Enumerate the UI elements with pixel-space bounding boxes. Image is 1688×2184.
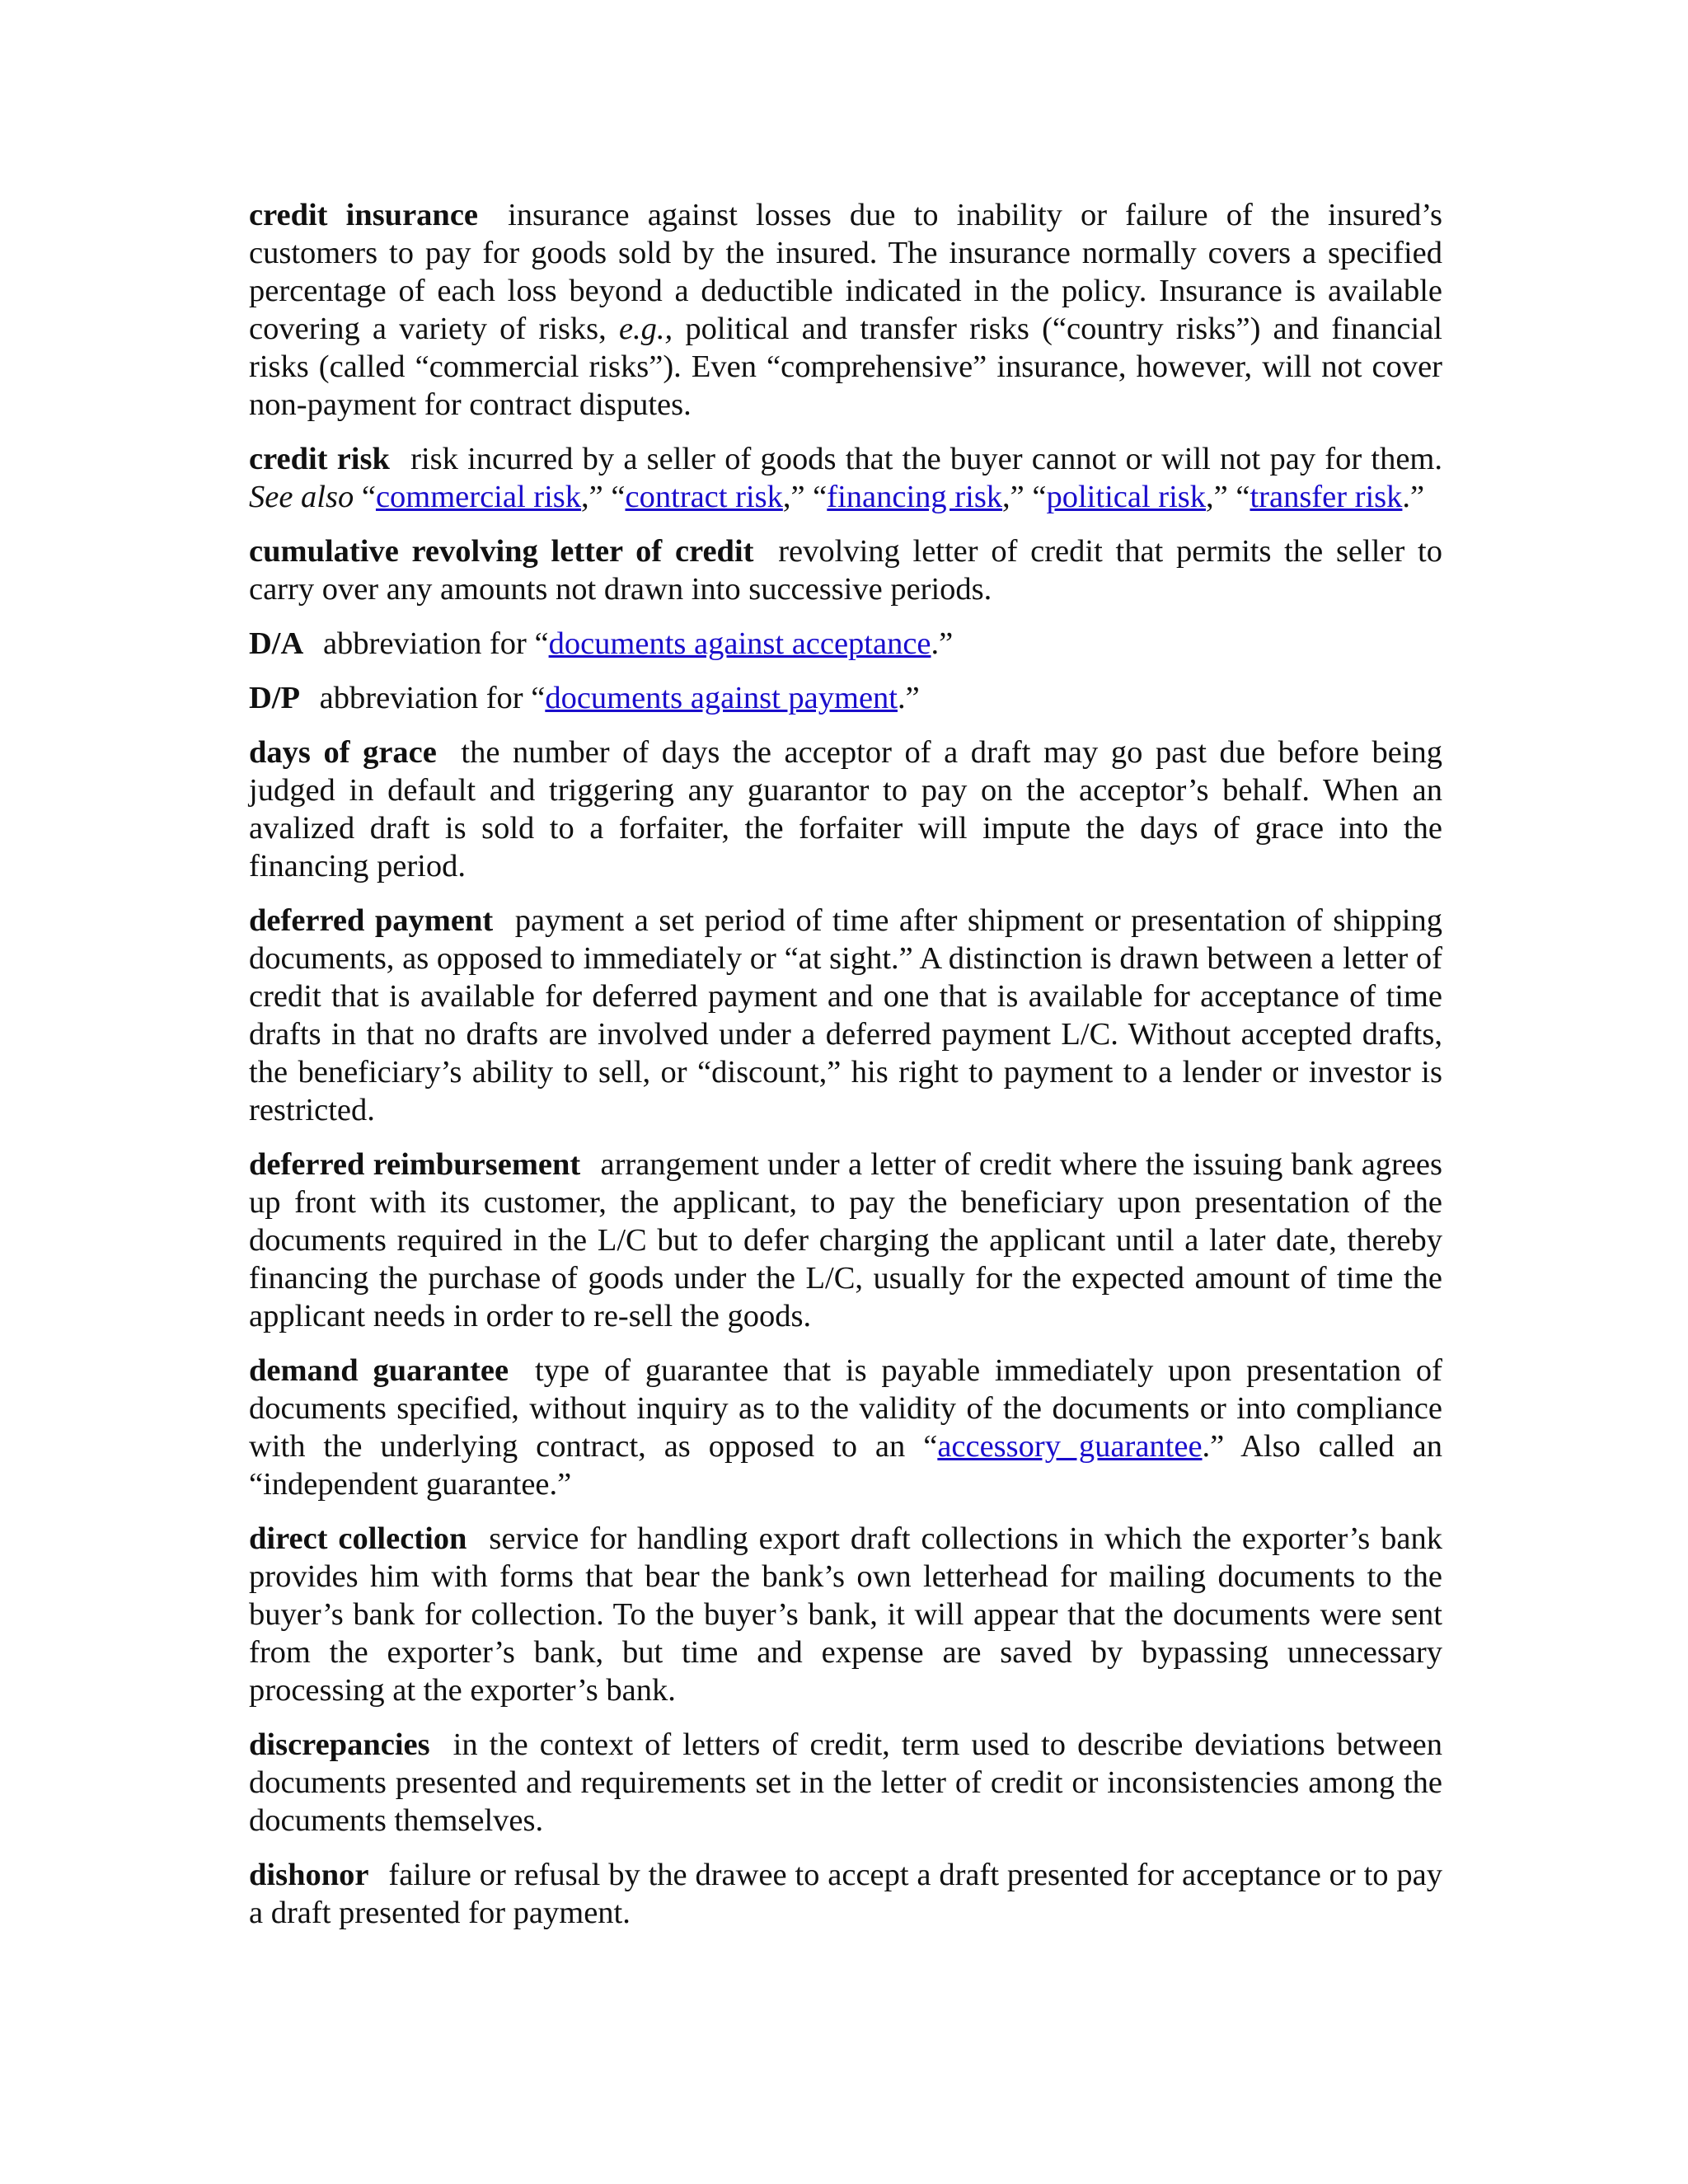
link-financing-risk[interactable]: financing risk	[827, 480, 1003, 514]
entry-term: deferred reimbursement	[249, 1147, 581, 1182]
definition-text: ,” “	[782, 480, 828, 514]
entry-term: demand guarantee	[249, 1353, 509, 1388]
definition-text: abbreviation for “	[322, 626, 549, 661]
glossary-entry-dp	[249, 679, 1442, 717]
see-also-label: See also	[249, 480, 354, 514]
glossary-entry-dishonor	[249, 1856, 1442, 1932]
glossary-entry-demand-guarantee	[249, 1352, 1442, 1503]
glossary-entry-deferred-reimbursement	[249, 1146, 1442, 1335]
glossary-page	[249, 196, 1442, 1948]
definition-text: type of guarantee that is payable immediately upon presentation of documents specified, without inquiry as to the validity of the documents or into compliance with the underlying contract, as opposed to an “	[249, 1353, 1442, 1464]
definition-text: .”	[1402, 480, 1425, 514]
glossary-entry-discrepancies	[249, 1726, 1442, 1840]
link-transfer-risk[interactable]: transfer risk	[1250, 480, 1403, 514]
link-commercial-risk[interactable]: commercial risk	[375, 480, 582, 514]
definition-text: .”	[898, 681, 920, 715]
glossary-entry-direct-collection	[249, 1520, 1442, 1709]
glossary-entry-da	[249, 625, 1442, 663]
link-documents-against-acceptance[interactable]: documents against acceptance	[548, 626, 931, 661]
definition-text: abbreviation for “	[319, 681, 546, 715]
glossary-entry-cumulative-revolving-letter-of-credit	[249, 532, 1442, 608]
definition-text: arrangement under a letter of credit where the issuing bank agrees up front with its customer, the applicant, to pay the beneficiary upon presentation of the documents required in the L/C but to defer charging the applicant until a later date, thereby financing the purchase of goods under the L/C, usually for the expected amount of time the applicant needs in order to re-sell the goods.	[249, 1147, 1443, 1333]
link-political-risk[interactable]: political risk	[1046, 480, 1207, 514]
definition-text: “	[354, 480, 376, 514]
entry-term: discrepancies	[249, 1727, 430, 1762]
definition-text: payment a set period of time after shipment or presentation of shipping documents, as opposed to immediately or “at sight.” A distinction is drawn between a letter of credit that is available for deferred payment and one that is available for acceptance of time drafts in that no drafts are involved under a deferred payment L/C. Without accepted drafts, the beneficiary’s ability to sell, or “discount,” his right to payment to a lender or investor is restricted.	[249, 903, 1442, 1127]
entry-term: days of grace	[249, 735, 437, 770]
glossary-entry-deferred-payment	[249, 902, 1442, 1129]
entry-term: dishonor	[249, 1858, 369, 1892]
definition-text: .”	[931, 626, 954, 661]
definition-italic-text: e.g.,	[618, 312, 673, 346]
glossary-entry-days-of-grace	[249, 733, 1442, 885]
definition-text: in the context of letters of credit, term used to describe deviations between documents presented and requirements set in the letter of credit or inconsistencies among the documents themselves.	[249, 1727, 1443, 1838]
definition-text: .” Also called an “independent guarantee.”	[249, 1429, 1442, 1502]
definition-text: failure or refusal by the drawee to accept a draft presented for acceptance or to pay a draft presented for payment.	[249, 1858, 1442, 1930]
definition-text: insurance against losses due to inability or failure of the insured’s customers to pay for goods sold by the insured. The insurance normally covers a specified percentage of each loss beyond a deductible indicated in the policy. Insurance is available covering a variety of risks,	[249, 198, 1443, 346]
definition-text: revolving letter of credit that permits the seller to carry over any amounts not drawn into successive periods.	[249, 534, 1443, 607]
entry-term: deferred payment	[249, 903, 494, 938]
definition-text: ,” “	[1002, 480, 1047, 514]
entry-term: cumulative revolving letter of credit	[249, 534, 754, 569]
glossary-entry-credit-risk	[249, 440, 1442, 516]
definition-text: ,” “	[1206, 480, 1250, 514]
entry-term: credit insurance	[249, 198, 479, 232]
link-documents-against-payment[interactable]: documents against payment	[545, 681, 898, 715]
definition-text: the number of days the acceptor of a draft may go past due before being judged in default and triggering any guarantor to pay on the acceptor’s behalf. When an avalized draft is sold to a forfaiter, the forfaiter will impute the days of grace into the financing period.	[249, 735, 1443, 883]
entry-term: credit risk	[249, 442, 390, 476]
entry-term: D/P	[249, 681, 301, 715]
link-contract-risk[interactable]: contract risk	[625, 480, 783, 514]
entry-term: direct collection	[249, 1521, 467, 1556]
entry-term: D/A	[249, 626, 304, 661]
definition-text: service for handling export draft collections in which the exporter’s bank provides him with forms that bear the bank’s own letterhead for mailing documents to the buyer’s bank for collection. To the buyer’s bank, it will appear that the documents were sent from the exporter’s bank, but time and expense are saved by bypassing unnecessary processing at the exporter’s bank.	[249, 1521, 1443, 1708]
glossary-entry-credit-insurance	[249, 196, 1442, 424]
definition-text: political and transfer risks (“country risks”) and financial risks (called “commercial risks”). Even “comprehensive” insurance, however, will not cover non-payment for contract disputes.	[249, 312, 1442, 422]
definition-text: risk incurred by a seller of goods that the buyer cannot or will not pay for them.	[410, 442, 1443, 476]
link-accessory-guarantee[interactable]: accessory guarantee	[937, 1429, 1203, 1464]
definition-text: ,” “	[581, 480, 626, 514]
